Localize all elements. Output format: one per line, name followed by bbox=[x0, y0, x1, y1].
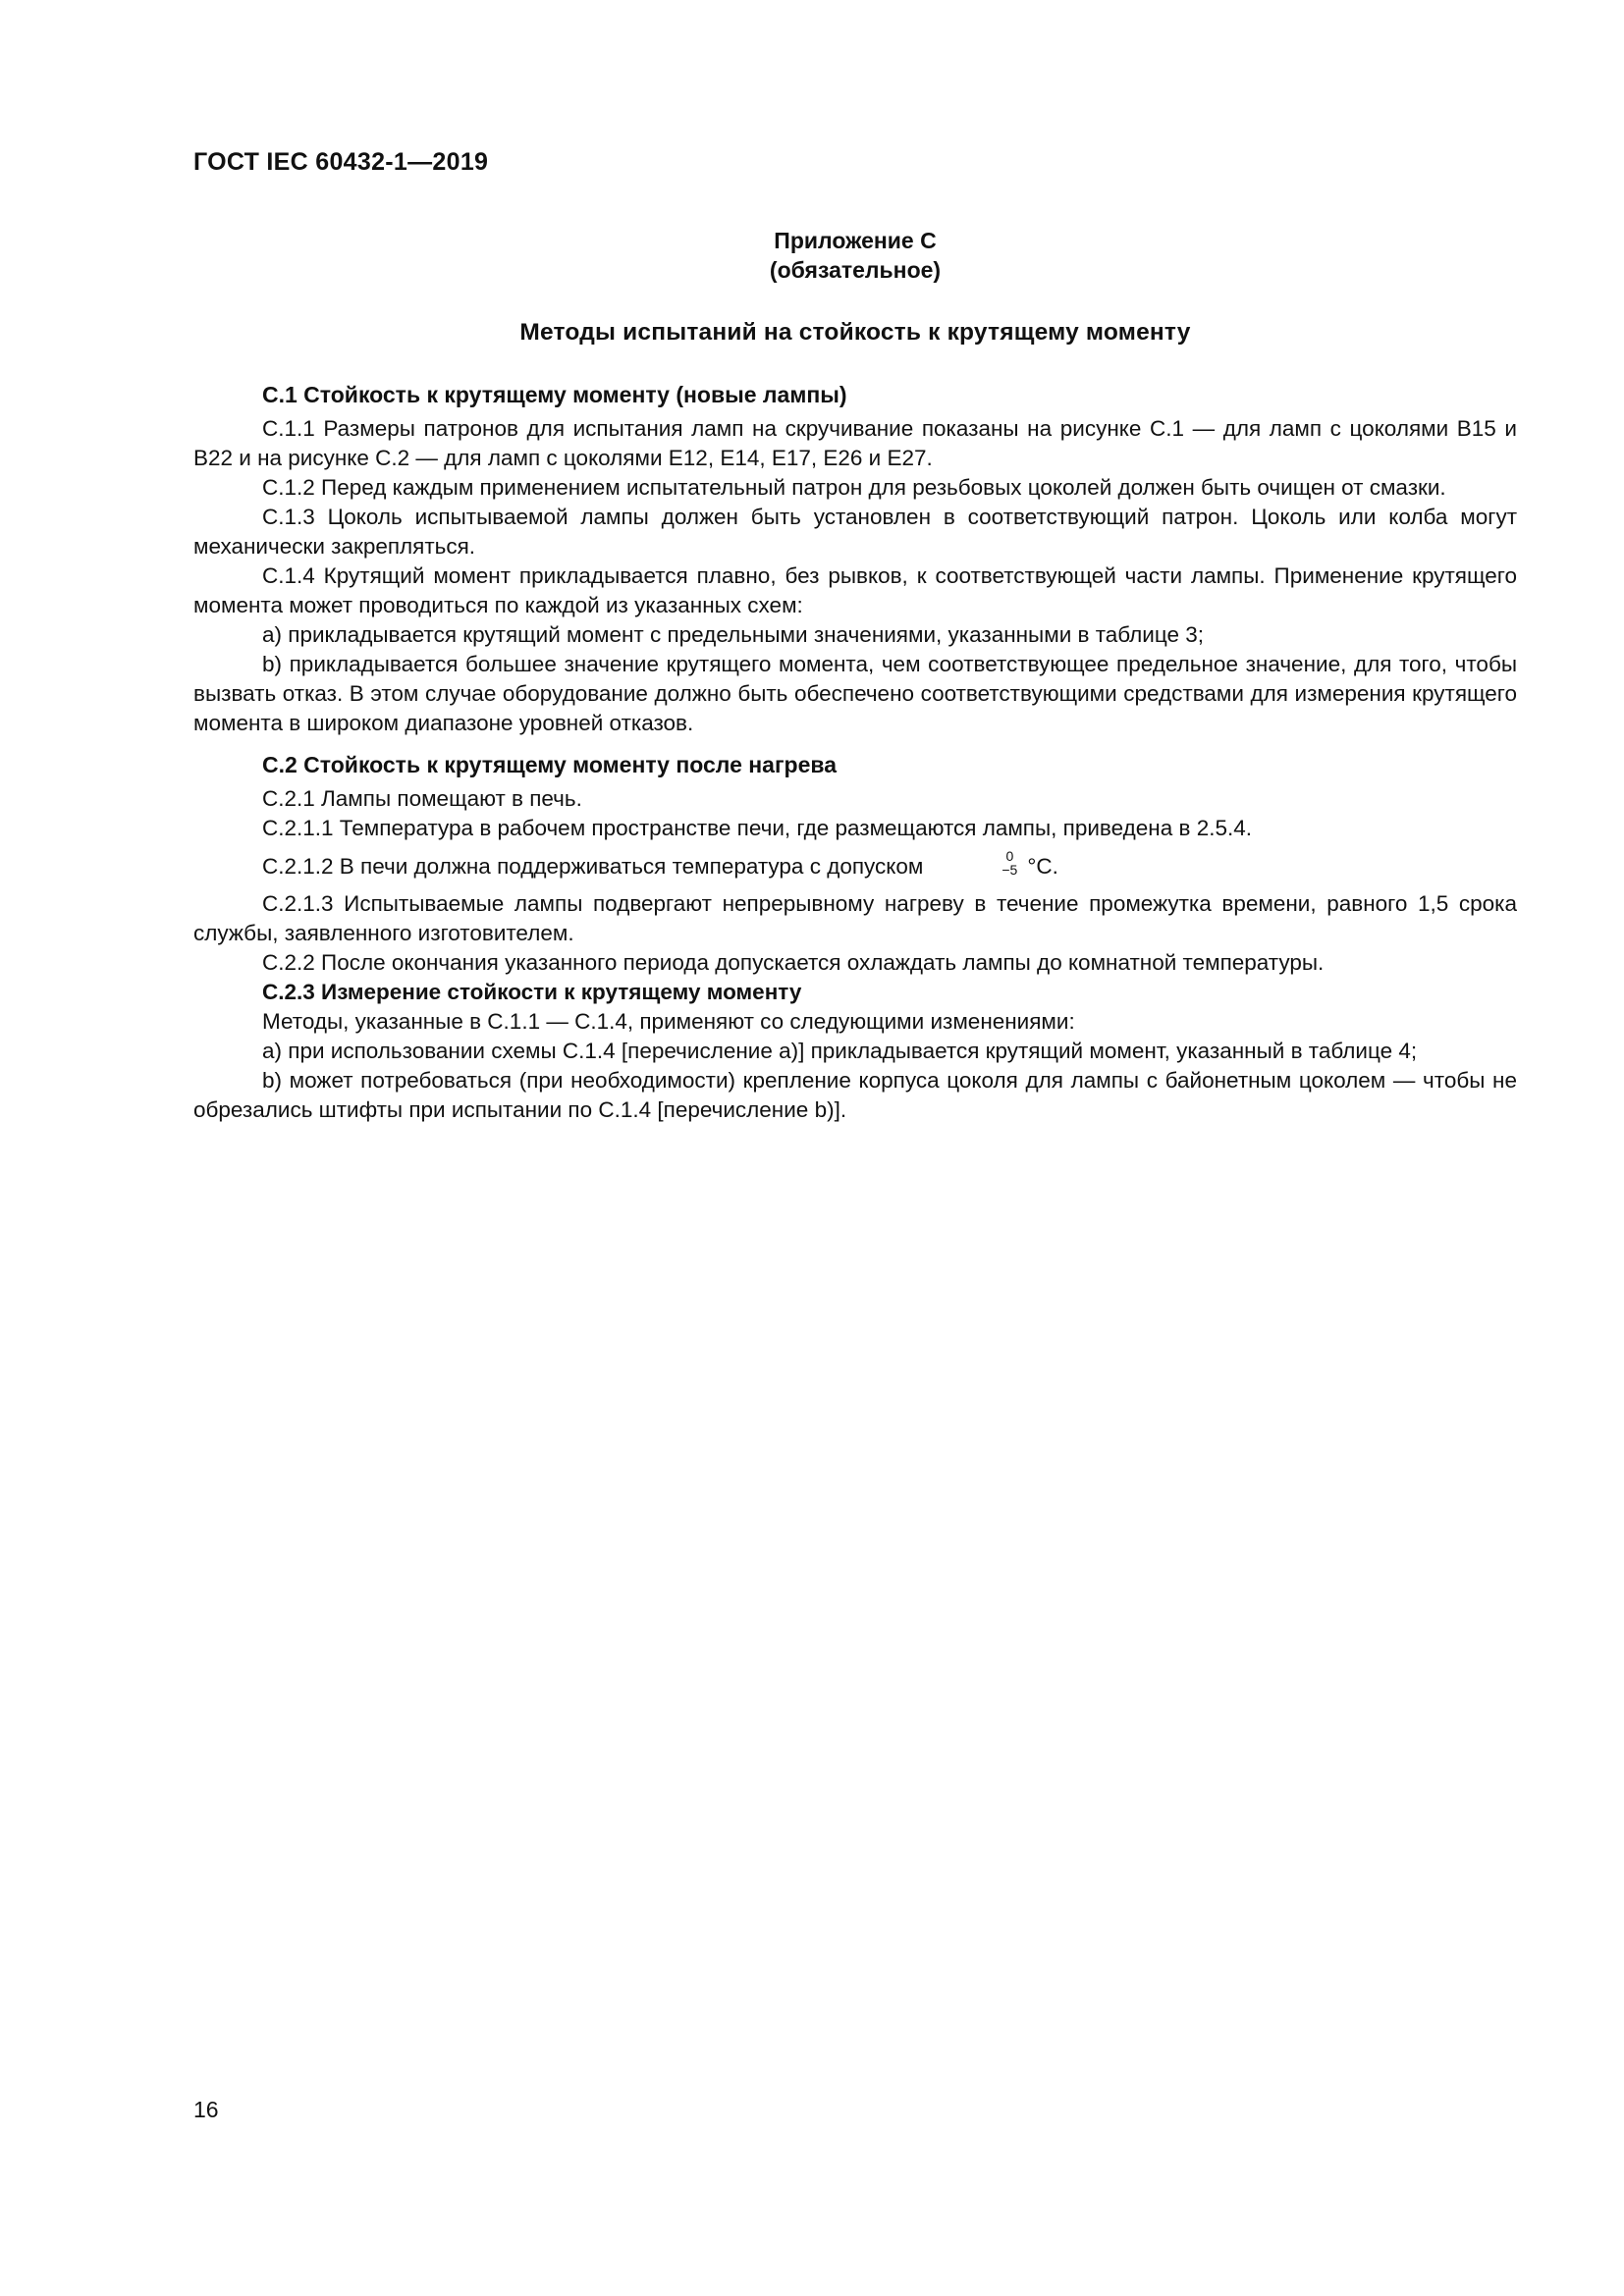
tolerance-value bbox=[933, 849, 1017, 877]
annex-status: (обязательное) bbox=[769, 257, 942, 283]
paragraph-c1-4: С.1.4 Крутящий момент прикладывается плавно, без рывков, к соответствующей части лампы. Применение крутящего момента может проводиться по каждой из указанных схем: bbox=[193, 563, 1517, 617]
paragraph-c2-3: Методы, указанные в С.1.1 — С.1.4, применяют со следующими изменениями: bbox=[262, 1009, 1075, 1034]
list-item-c2-3-b: b) может потребоваться (при необходимости) крепление корпуса цоколя для лампы с байонетным цоколем — чтобы не обрезались штифты при испытании по С.1.4 [перечисление b)]. bbox=[193, 1068, 1517, 1122]
temperature-unit: °С. bbox=[1027, 854, 1058, 879]
list-item-c1-4-b: b) прикладывается большее значение крутящего момента, чем соответствующее предельное значение, для того, чтобы вызвать отказ. В этом случае оборудование должно быть обеспечено соответствующими средствами для измерения крутящего момента в широком диапазоне уровней отказов. bbox=[193, 652, 1517, 735]
paragraph-c2-1-3: С.2.1.3 Испытываемые лампы подвергают непрерывному нагреву в течение промежутка времени, равного 1,5 срока службы, заявленного изготовителем. bbox=[193, 891, 1517, 945]
document-body bbox=[193, 226, 1517, 1125]
document-id-header: ГОСТ IEC 60432-1—2019 bbox=[193, 148, 489, 176]
list-item-c1-4-a: а) прикладывается крутящий момент с предельными значениями, указанными в таблице 3; bbox=[262, 622, 1205, 647]
paragraph-c1-2: С.1.2 Перед каждым применением испытательный патрон для резьбовых цоколей должен быть очищен от смазки. bbox=[262, 475, 1446, 500]
paragraph-c2-1-1: С.2.1.1 Температура в рабочем пространстве печи, где размещаются лампы, приведена в 2.5.4. bbox=[262, 816, 1252, 840]
list-item-c2-3-a: а) при использовании схемы С.1.4 [перечисление а)] прикладывается крутящий момент, указанный в таблице 4; bbox=[262, 1039, 1418, 1063]
tolerance-lower: −5 bbox=[1001, 862, 1018, 879]
heading-c2-3: С.2.3 Измерение стойкости к крутящему моменту bbox=[262, 980, 802, 1004]
paragraph-c2-2: С.2.2 После окончания указанного периода допускается охлаждать лампы до комнатной температуры. bbox=[262, 950, 1325, 975]
page-number: 16 bbox=[193, 2097, 219, 2122]
annex-section-title: Методы испытаний на стойкость к крутящему моменту bbox=[519, 319, 1191, 346]
heading-c2: С.2 Стойкость к крутящему моменту после нагрева bbox=[262, 752, 838, 777]
paragraph-c2-1-2-text: С.2.1.2 В печи должна поддерживаться температура с допуском bbox=[262, 854, 924, 879]
tolerance-upper: 0 bbox=[1005, 848, 1014, 865]
paragraph-c1-3: С.1.3 Цоколь испытываемой лампы должен быть установлен в соответствующий патрон. Цоколь или колба могут механически закрепляться. bbox=[193, 505, 1517, 559]
paragraph-c2-1: С.2.1 Лампы помещают в печь. bbox=[262, 786, 582, 811]
heading-c1: С.1 Стойкость к крутящему моменту (новые лампы) bbox=[262, 382, 847, 407]
paragraph-c1-1: С.1.1 Размеры патронов для испытания ламп на скручивание показаны на рисунке С.1 — для ламп с цоколями B15 и B22 и на рисунке С.2 — для ламп с цоколями E12, E14, E17, E26 и E27. bbox=[193, 416, 1517, 470]
annex-title: Приложение С bbox=[774, 228, 937, 253]
paragraph-c2-1-2 bbox=[193, 848, 1517, 881]
